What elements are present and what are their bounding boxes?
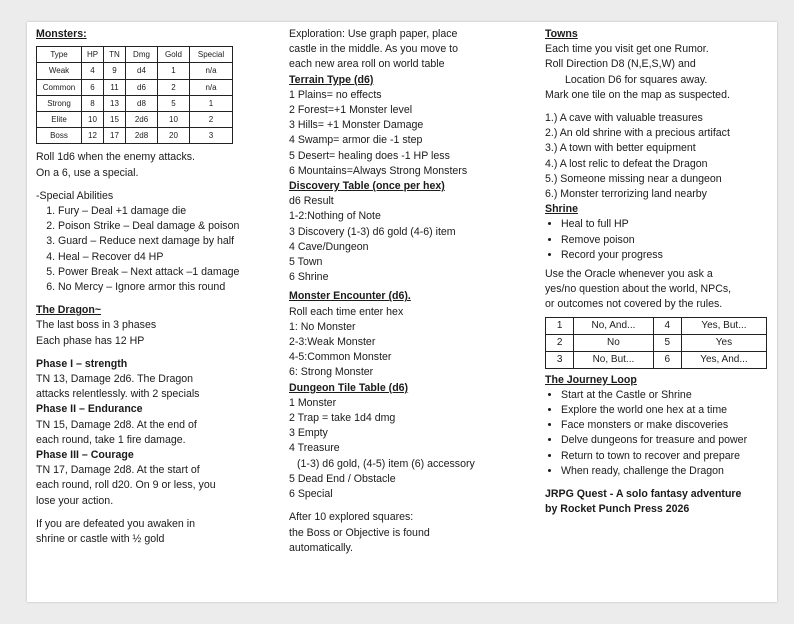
list-item: 2 Trap = take 1d4 dmg <box>289 412 396 425</box>
journey-list <box>545 388 771 479</box>
phase-text: each round, take 1 fire damage. <box>36 433 186 446</box>
phase-text: attacks relentlessly. with 2 specials <box>36 388 200 401</box>
table-cell: No <box>574 334 653 351</box>
header-cell: Dmg <box>126 47 158 63</box>
dungeon-heading: Dungeon Tile Table (d6) <box>289 381 409 394</box>
oracle-text: yes/no question about the world, NPCs, <box>545 283 732 296</box>
column-towns <box>545 27 771 517</box>
table-cell: 5 <box>653 334 681 351</box>
list-item: 4 Swamp= armor die -1 step <box>289 134 423 147</box>
table-cell: 1 <box>190 95 233 111</box>
table-cell: 2 <box>546 334 574 351</box>
list-item: 3 Hills= +1 Monster Damage <box>289 119 424 132</box>
header-cell: Type <box>37 47 82 63</box>
table-row <box>546 317 767 334</box>
list-item: 1: No Monster <box>289 320 356 333</box>
table-cell: No, But... <box>574 351 653 368</box>
list-item: • Delve dungeons for treasure and power <box>561 433 771 448</box>
list-item: 5 Dead End / Obstacle <box>289 472 396 485</box>
table-cell: 2 <box>190 112 233 128</box>
table-row <box>37 112 233 128</box>
table-cell: Weak <box>37 63 82 79</box>
roll-line: Roll 1d6 when the enemy attacks. <box>36 151 195 164</box>
list-item: 6. No Mercy – Ignore armor this round <box>58 280 272 295</box>
list-item: 2 Forest=+1 Monster level <box>289 104 413 117</box>
list-item: • Face monsters or make discoveries <box>561 418 771 433</box>
list-item: 4.) A lost relic to defeat the Dragon <box>545 157 708 170</box>
table-cell: 15 <box>104 112 126 128</box>
defeat-text: If you are defeated you awaken in <box>36 517 196 530</box>
dragon-heading: The Dragon~ <box>36 304 102 317</box>
list-item: 4 Treasure <box>289 442 340 455</box>
list-item: • Heal to full HP <box>561 217 771 232</box>
list-item: 6 Special <box>289 488 333 501</box>
list-item: • Record your progress <box>561 248 771 263</box>
table-cell: 3 <box>546 351 574 368</box>
table-cell: n/a <box>190 63 233 79</box>
table-cell: 12 <box>82 128 104 144</box>
list-item: • Explore the world one hex at a time <box>561 403 771 418</box>
list-item: 1.) A cave with valuable treasures <box>545 112 703 125</box>
list-item: 4. Heal – Recover d4 HP <box>58 250 272 265</box>
table-cell: 17 <box>104 128 126 144</box>
table-cell: 4 <box>653 317 681 334</box>
special-abilities-heading: -Special Abilities <box>36 189 114 202</box>
table-cell: 2d6 <box>126 112 158 128</box>
towns-text: Mark one tile on the map as suspected. <box>545 88 730 101</box>
table-cell: 6 <box>653 351 681 368</box>
shrine-list <box>545 217 771 263</box>
table-cell: Yes, But... <box>681 317 766 334</box>
list-item: 2.) An old shrine with a precious artifact <box>545 127 730 140</box>
towns-text: Location D6 for squares away. <box>565 73 708 86</box>
header-cell: Gold <box>158 47 190 63</box>
list-item: 2. Poison Strike – Deal damage & poison <box>58 219 272 234</box>
terrain-heading: Terrain Type (d6) <box>289 73 374 86</box>
phase-title: Phase I – strength <box>36 357 128 370</box>
monster-table <box>36 46 233 144</box>
list-item: • Start at the Castle or Shrine <box>561 388 771 403</box>
list-item: • Return to town to recover and prepare <box>561 449 771 464</box>
table-cell: d8 <box>126 95 158 111</box>
table-cell: Elite <box>37 112 82 128</box>
table-row <box>37 63 233 79</box>
phase-text: TN 17, Damage 2d8. At the start of <box>36 464 200 477</box>
monster-table-header <box>37 47 233 63</box>
table-row <box>37 79 233 95</box>
list-item: 6 Shrine <box>289 271 329 284</box>
table-cell: 10 <box>158 112 190 128</box>
table-cell: 1 <box>546 317 574 334</box>
table-row <box>546 351 767 368</box>
table-cell: Yes <box>681 334 766 351</box>
table-cell: 2 <box>158 79 190 95</box>
header-cell: TN <box>104 47 126 63</box>
after-text: automatically. <box>289 541 353 554</box>
list-item: 5.) Someone missing near a dungeon <box>545 172 722 185</box>
phase-title: Phase II – Endurance <box>36 403 143 416</box>
list-item: 3 Empty <box>289 427 328 440</box>
rules-sheet <box>27 22 777 602</box>
list-item: • Remove poison <box>561 233 771 248</box>
list-item: Roll each time enter hex <box>289 305 404 318</box>
list-item: 6 Mountains=Always Strong Monsters <box>289 164 468 177</box>
list-item: 5 Town <box>289 256 323 269</box>
table-cell: 1 <box>158 63 190 79</box>
table-cell: n/a <box>190 79 233 95</box>
phase-text: TN 15, Damage 2d8. At the end of <box>36 418 197 431</box>
table-cell: 2d8 <box>126 128 158 144</box>
exploration-text: each new area roll on world table <box>289 58 445 71</box>
encounter-heading: Monster Encounter (d6). <box>289 290 411 303</box>
list-item: 6.) Monster terrorizing land nearby <box>545 188 707 201</box>
shrine-heading: Shrine <box>545 203 578 216</box>
table-cell: 10 <box>82 112 104 128</box>
roll-line: On a 6, use a special. <box>36 166 139 179</box>
table-cell: No, And... <box>574 317 653 334</box>
list-item: 3 Discovery (1-3) d6 gold (4-6) item <box>289 225 456 238</box>
discovery-heading: Discovery Table (once per hex) <box>289 180 445 193</box>
table-cell: 9 <box>104 63 126 79</box>
phase-text: each round, roll d20. On 9 or less, you <box>36 479 216 492</box>
table-row <box>546 334 767 351</box>
list-item: (1-3) d6 gold, (4-5) item (6) accessory <box>297 457 475 470</box>
list-item: 3. Guard – Reduce next damage by half <box>58 234 272 249</box>
table-cell: 11 <box>104 79 126 95</box>
phase-text: lose your action. <box>36 494 114 507</box>
phase-text: TN 13, Damage 2d6. The Dragon <box>36 373 194 386</box>
column-exploration <box>289 27 521 556</box>
exploration-text: Exploration: Use graph paper, place <box>289 28 458 40</box>
table-cell: d4 <box>126 63 158 79</box>
table-row <box>37 128 233 144</box>
column-monsters <box>36 27 272 547</box>
header-cell: HP <box>82 47 104 63</box>
table-cell: Common <box>37 79 82 95</box>
list-item: 2-3:Weak Monster <box>289 336 376 349</box>
table-cell: Yes, And... <box>681 351 766 368</box>
list-item: 4-5:Common Monster <box>289 351 392 364</box>
list-item: 1 Monster <box>289 396 337 409</box>
towns-text: Roll Direction D8 (N,E,S,W) and <box>545 58 696 71</box>
oracle-table <box>545 317 767 369</box>
after-text: After 10 explored squares: <box>289 511 414 524</box>
table-cell: 6 <box>82 79 104 95</box>
table-cell: 4 <box>82 63 104 79</box>
table-cell: 8 <box>82 95 104 111</box>
dragon-line: The last boss in 3 phases <box>36 319 157 332</box>
table-cell: 13 <box>104 95 126 111</box>
oracle-text: or outcomes not covered by the rules. <box>545 298 723 311</box>
table-cell: 20 <box>158 128 190 144</box>
list-item: 6: Strong Monster <box>289 366 374 379</box>
table-cell: d6 <box>126 79 158 95</box>
list-item: 4 Cave/Dungeon <box>289 240 369 253</box>
phase-title: Phase III – Courage <box>36 449 134 462</box>
list-item: d6 Result <box>289 195 334 208</box>
table-cell: Strong <box>37 95 82 111</box>
after-text: the Boss or Objective is found <box>289 526 430 539</box>
list-item: 1-2:Nothing of Note <box>289 210 381 223</box>
list-item: 5. Power Break – Next attack –1 damage <box>58 265 272 280</box>
towns-text: Each time you visit get one Rumor. <box>545 43 709 56</box>
oracle-text: Use the Oracle whenever you ask a <box>545 268 713 281</box>
list-item: 1 Plains= no effects <box>289 88 382 101</box>
defeat-text: shrine or castle with ½ gold <box>36 533 165 546</box>
table-cell: 3 <box>190 128 233 144</box>
table-cell: 5 <box>158 95 190 111</box>
table-row <box>37 95 233 111</box>
table-cell: Boss <box>37 128 82 144</box>
header-cell: Special <box>190 47 233 63</box>
dragon-line: Each phase has 12 HP <box>36 334 145 347</box>
special-abilities-list <box>36 204 272 295</box>
credit-line: JRPG Quest - A solo fantasy adventure <box>545 488 742 501</box>
journey-heading: The Journey Loop <box>545 373 637 386</box>
monsters-heading: Monsters: <box>36 28 87 40</box>
list-item: 3.) A town with better equipment <box>545 142 696 155</box>
list-item: 5 Desert= healing does -1 HP less <box>289 149 450 162</box>
credit-line: by Rocket Punch Press 2026 <box>545 503 690 516</box>
towns-heading: Towns <box>545 28 578 40</box>
list-item: 1. Fury – Deal +1 damage die <box>58 204 272 219</box>
list-item: • When ready, challenge the Dragon <box>561 464 771 479</box>
exploration-text: castle in the middle. As you move to <box>289 43 458 56</box>
